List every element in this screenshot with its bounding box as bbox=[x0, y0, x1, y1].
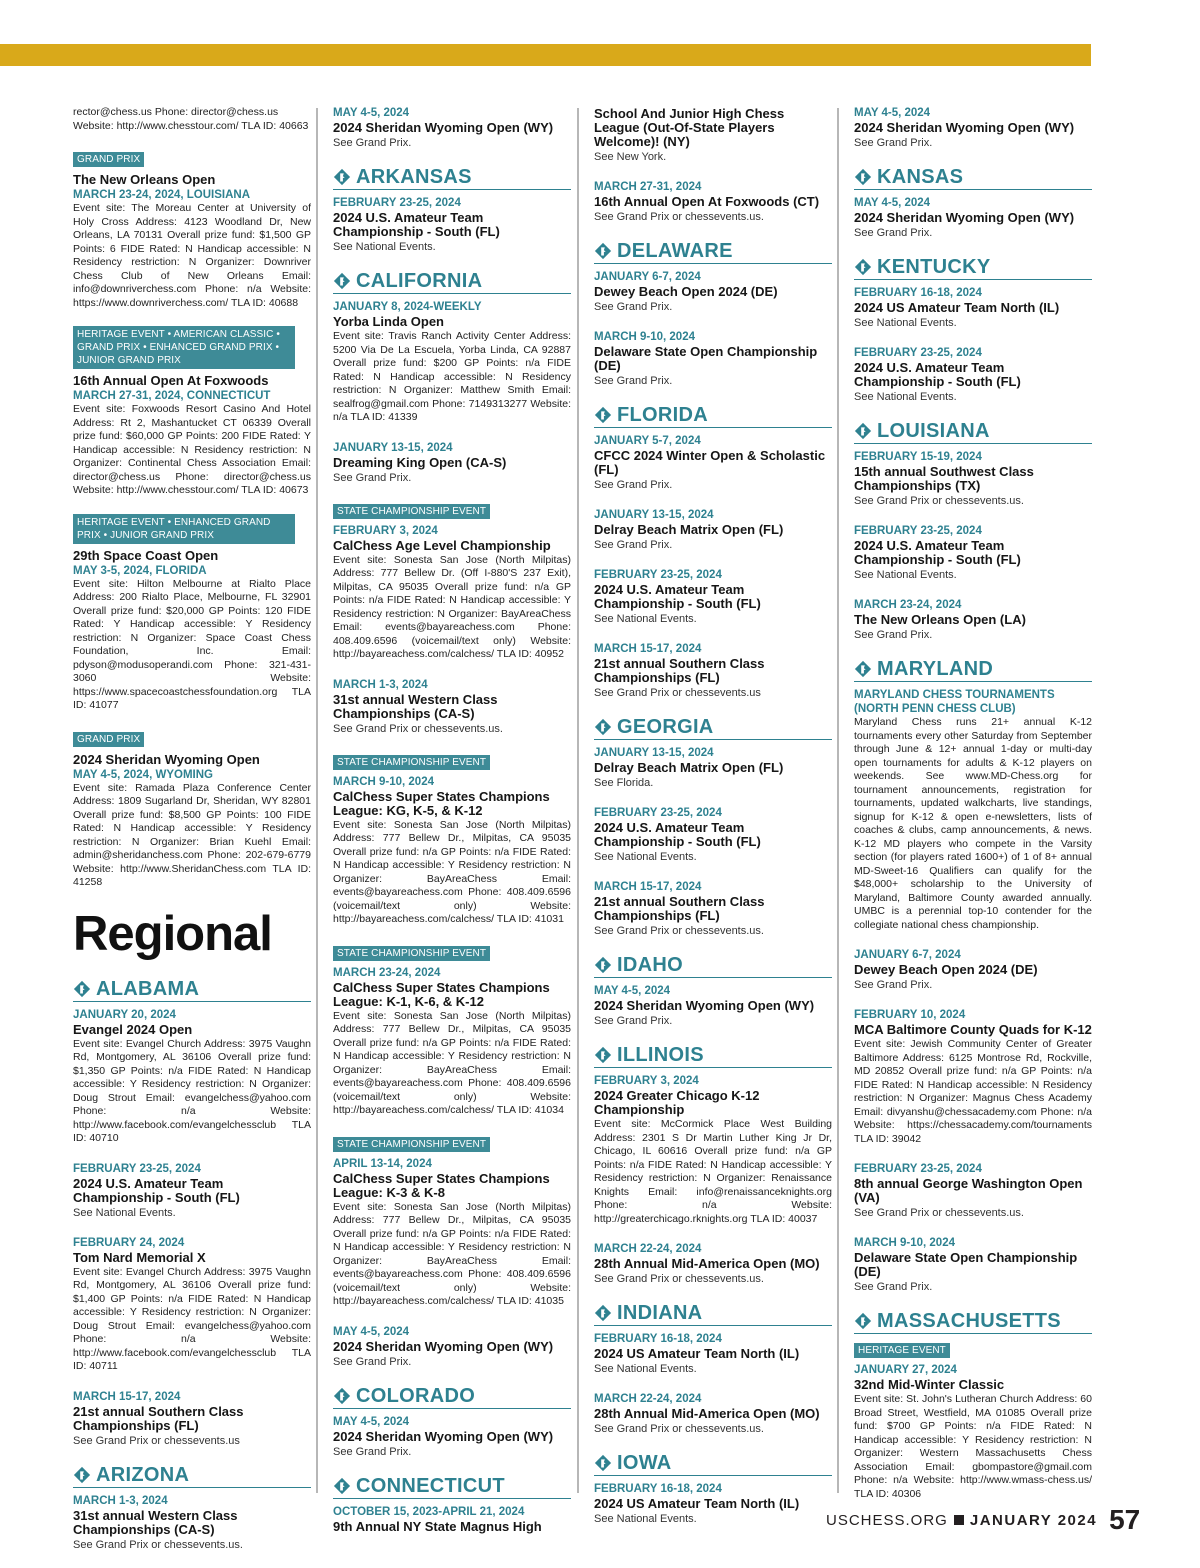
event-listing bbox=[73, 1236, 311, 1374]
event-title: 2024 US Amateur Team North (IL) bbox=[594, 1496, 800, 1511]
event-date: JANUARY 13-15, 2024 bbox=[594, 747, 714, 759]
event-date: FEBRUARY 23-25, 2024 bbox=[854, 347, 982, 359]
chess-diamond-icon bbox=[594, 956, 612, 974]
event-details: Event site: Evangel Church Address: 3975 Vaughn Rd, Montgomery, AL 36106 Overall prize fund: $1,400 GP Points: n/a FIDE Rated: N Handicap accessible: Y Residency restriction: N Organizer: Doug Strout Email: evangelchess@yahoo.com Phone: n/a Website: http://www.facebook.com/evangelchessclub TLA ID: 40711 bbox=[73, 1265, 311, 1372]
event-details: Event site: Hilton Melbourne at Rialto Place Address: 200 Rialto Place, Melbourne, FL 32901 Overall prize fund: $20,000 GP Points: 120 FIDE Rated: Y Handicap accessible: Y Residency restriction: N Organizer: Space Coast Chess Foundation, Inc. Email: pdyson@modusoperandi.com Phone: 321-431-3060 Website: https://www.spacecoastchessfoundation.org TLA ID: 41077 bbox=[73, 577, 311, 711]
state-heading bbox=[333, 166, 571, 190]
event-title: Dewey Beach Open 2024 (DE) bbox=[854, 962, 1038, 977]
event-title: Delray Beach Matrix Open (FL) bbox=[594, 522, 784, 537]
state-heading bbox=[73, 978, 311, 1002]
chess-diamond-icon bbox=[594, 718, 612, 736]
event-title: 2024 U.S. Amateur Team Championship - South (FL) bbox=[594, 820, 761, 849]
event-date: MARCH 9-10, 2024 bbox=[594, 331, 695, 343]
event-listing bbox=[594, 1074, 832, 1226]
event-listing bbox=[594, 107, 832, 164]
event-details: Maryland Chess runs 21+ annual K-12 tournaments every other Saturday from September through June & 12+ annual 1-day or multi-day open tournaments for adults & K-12 players on weekends. See www.MD-Chess.org for tournament announcements, registration for tournaments, updated walkcharts, live standings, signup for K-12 & open e-newsletters, lists of coaches & clubs, camp announcements, & news. K-12 MD players who compete in the Varsity section (for players rated 1600+) of 1 of 8+ annual MD-Sweet-16 Qualifiers can qualify for the $48,000+ scholarship to the University of Maryland, Baltimore County awarded annually. UMBC is a perennial top-10 contender for the collegiate national chess championship. bbox=[854, 716, 1092, 931]
event-listing bbox=[73, 1162, 311, 1220]
event-listing bbox=[854, 286, 1092, 330]
event-listing bbox=[854, 196, 1092, 240]
event-listing bbox=[73, 1494, 311, 1552]
column-4 bbox=[854, 106, 1092, 1517]
event-date: MARCH 22-24, 2024 bbox=[594, 1393, 702, 1405]
event-details: Event site: St. John's Lutheran Church Address: 60 Broad Street, Westfield, MA 01085 Overall prize fund: $700 GP Points: n/a FIDE Rated: N Handicap accessible: Y Residency restriction: N Organizer: Western Massachusetts Chess Association Email: gbompastore@gmail.com Phone: n/a Website: http://www.wmass-chess.us/ TLA ID: 40306 bbox=[854, 1393, 1092, 1500]
event-title: 21st annual Southern Class Championships (FL) bbox=[594, 656, 765, 685]
event-listing bbox=[594, 1392, 832, 1436]
event-listing bbox=[594, 880, 832, 938]
event-date: MARCH 15-17, 2024 bbox=[594, 881, 702, 893]
state-name: COLORADO bbox=[356, 1384, 476, 1407]
chess-diamond-icon bbox=[854, 660, 872, 678]
state-heading bbox=[594, 716, 832, 740]
event-title: 2024 U.S. Amateur Team Championship - South (FL) bbox=[854, 360, 1021, 389]
state-heading bbox=[854, 658, 1092, 682]
state-name: ARIZONA bbox=[96, 1463, 190, 1486]
event-note: See Grand Prix or chessevents.us. bbox=[854, 1207, 1024, 1219]
event-title: 2024 Greater Chicago K-12 Championship bbox=[594, 1088, 760, 1117]
state-heading bbox=[594, 240, 832, 264]
event-listing bbox=[594, 806, 832, 864]
event-listing bbox=[594, 1332, 832, 1376]
event-date: FEBRUARY 16-18, 2024 bbox=[854, 287, 982, 299]
event-date: MARCH 27-31, 2024 bbox=[594, 181, 702, 193]
event-listing bbox=[854, 106, 1092, 150]
event-listing bbox=[333, 441, 571, 485]
event-listing bbox=[333, 1325, 571, 1369]
event-date: MARCH 23-24, 2024 bbox=[333, 966, 441, 979]
event-listing bbox=[594, 330, 832, 388]
page-footer bbox=[826, 1500, 1146, 1540]
event-title: Evangel 2024 Open bbox=[73, 1021, 193, 1037]
event-date: APRIL 13-14, 2024 bbox=[333, 1157, 432, 1170]
event-title: 2024 Sheridan Wyoming Open (WY) bbox=[333, 1338, 554, 1354]
state-heading bbox=[854, 1310, 1092, 1334]
event-date: MAY 4-5, 2024 bbox=[333, 1325, 410, 1338]
event-date: FEBRUARY 23-25, 2024 bbox=[594, 807, 722, 819]
event-date: MARCH 1-3, 2024 bbox=[73, 1494, 168, 1507]
event-note: See New York. bbox=[594, 151, 667, 163]
event-note: See National Events. bbox=[854, 391, 957, 403]
event-title: 2024 Sheridan Wyoming Open (WY) bbox=[854, 120, 1075, 135]
column-2 bbox=[333, 106, 571, 1550]
event-date: JANUARY 13-15, 2024 bbox=[594, 509, 714, 521]
event-note: See Grand Prix or chessevents.us bbox=[73, 1434, 240, 1447]
event-date: MARCH 15-17, 2024 bbox=[594, 643, 702, 655]
event-title: 2024 U.S. Amateur Team Championship - South (FL) bbox=[333, 210, 500, 239]
event-note: See Grand Prix or chessevents.us. bbox=[594, 925, 764, 937]
event-details: Event site: Travis Ranch Activity Center Address: 5200 Via De La Escuela, Yorba Linda, CA 92887 Overall prize fund: $200 GP Points: n/a FIDE Rated: N Handicap accessible: N Residency restriction: N Organizer: Matthew Smith Email: sealfrog@gmail.com Phone: 7149313277 Website: n/a TLA ID: 41339 bbox=[333, 330, 571, 423]
column-divider bbox=[577, 108, 579, 1493]
event-date: MARCH 27-31, 2024, CONNECTICUT bbox=[73, 390, 271, 402]
event-title: 2024 U.S. Amateur Team Championship - South (FL) bbox=[73, 1175, 240, 1205]
event-date: FEBRUARY 16-18, 2024 bbox=[594, 1333, 722, 1345]
event-note: See Grand Prix or chessevents.us bbox=[594, 687, 761, 699]
event-title: 32nd Mid-Winter Classic bbox=[854, 1377, 1005, 1392]
state-heading bbox=[594, 1452, 832, 1476]
chess-diamond-icon bbox=[854, 258, 872, 276]
state-name: FLORIDA bbox=[617, 404, 708, 426]
state-name: DELAWARE bbox=[617, 240, 733, 262]
event-date: MARYLAND CHESS TOURNAMENTS (NORTH PENN CHESS CLUB) bbox=[854, 689, 1055, 715]
event-note: See National Events. bbox=[594, 613, 697, 625]
event-tag: STATE CHAMPIONSHIP EVENT bbox=[333, 946, 490, 961]
state-heading bbox=[594, 954, 832, 978]
event-listing bbox=[854, 948, 1092, 992]
event-tag: STATE CHAMPIONSHIP EVENT bbox=[333, 755, 490, 770]
event-listing bbox=[333, 678, 571, 736]
state-name: CALIFORNIA bbox=[356, 270, 483, 292]
event-note: See Grand Prix. bbox=[594, 1015, 673, 1027]
state-name: MASSACHUSETTS bbox=[877, 1310, 1061, 1332]
event-note: See Grand Prix or chessevents.us. bbox=[594, 1273, 764, 1285]
event-date: MARCH 22-24, 2024 bbox=[594, 1243, 702, 1255]
event-date: OCTOBER 15, 2023-APRIL 21, 2024 bbox=[333, 1505, 525, 1518]
event-date: FEBRUARY 15-19, 2024 bbox=[854, 451, 982, 463]
column-1 bbox=[73, 106, 311, 1568]
event-details: Event site: Jewish Community Center of Greater Baltimore Address: 6125 Montrose Rd, Rockville, MD 20852 Overall prize fund: n/a GP Points: n/a FIDE Rated: N Handicap accessible: N Residency restriction: N Organizer: Magnus Chess Academy Email: divyanshu@chessacademy.com Phone: n/a Website: https://chessacademy.com/tournaments TLA ID: 39042 bbox=[854, 1038, 1092, 1145]
event-date: MARCH 23-24, 2024 bbox=[854, 599, 962, 611]
event-listing bbox=[333, 752, 571, 927]
event-listing bbox=[854, 598, 1092, 642]
event-title: 2024 Sheridan Wyoming Open (WY) bbox=[333, 1428, 554, 1444]
event-listing bbox=[854, 1340, 1092, 1501]
event-listing bbox=[594, 984, 832, 1028]
state-name: IOWA bbox=[617, 1452, 672, 1474]
event-tag: HERITAGE EVENT bbox=[854, 1343, 950, 1358]
event-date: FEBRUARY 23-25, 2024 bbox=[854, 1163, 982, 1175]
event-title: CalChess Age Level Championship bbox=[333, 537, 551, 553]
event-tag: GRAND PRIX bbox=[73, 732, 144, 747]
event-title: CalChess Super States Champions League: K-3 & K-8 bbox=[333, 1170, 550, 1200]
event-title: 2024 Sheridan Wyoming Open bbox=[73, 751, 260, 767]
state-heading bbox=[854, 166, 1092, 190]
event-title: 21st annual Southern Class Championships (FL) bbox=[594, 894, 765, 923]
event-date: FEBRUARY 3, 2024 bbox=[333, 524, 438, 537]
event-date: MARCH 15-17, 2024 bbox=[73, 1390, 181, 1403]
event-listing bbox=[854, 1236, 1092, 1294]
event-listing bbox=[333, 300, 571, 425]
event-listing bbox=[333, 1415, 571, 1459]
section-heading: Regional bbox=[73, 906, 272, 961]
event-listing bbox=[73, 326, 311, 498]
event-note: See Grand Prix. bbox=[594, 375, 673, 387]
event-details: Event site: The Moreau Center at University of Holy Cross Address: 4123 Woodland Dr, New Orleans, LA 70131 Overall prize fund: $1,500 GP Points: 6 FIDE Rated: N Handicap accessible: N Residency restriction: N Organizer: Downriver Chess Club of New Orleans Email: info@downriverchess.com Phone: n/a Website: https://www.downriverchess.com/ TLA ID: 40688 bbox=[73, 202, 311, 309]
state-name: IDAHO bbox=[617, 954, 683, 976]
event-note: See Grand Prix. bbox=[594, 539, 673, 551]
state-name: LOUISIANA bbox=[877, 420, 990, 442]
event-note: See National Events. bbox=[594, 851, 697, 863]
event-listing bbox=[594, 568, 832, 626]
chess-diamond-icon bbox=[854, 168, 872, 186]
event-title: 2024 U.S. Amateur Team Championship - South (FL) bbox=[594, 582, 761, 611]
event-date: FEBRUARY 23-25, 2024 bbox=[333, 197, 461, 209]
event-listing bbox=[333, 1134, 571, 1309]
event-date: MAY 4-5, 2024 bbox=[594, 985, 671, 997]
chess-diamond-icon bbox=[73, 1466, 91, 1484]
event-listing bbox=[854, 1008, 1092, 1146]
event-note: See Grand Prix. bbox=[854, 137, 933, 149]
event-listing bbox=[333, 943, 571, 1118]
state-name: MARYLAND bbox=[877, 658, 994, 680]
state-name: ILLINOIS bbox=[617, 1044, 704, 1066]
chess-diamond-icon bbox=[73, 980, 91, 998]
event-details: Event site: Evangel Church Address: 3975 Vaughn Rd, Montgomery, AL 36106 Overall prize fund: $1,350 GP Points: n/a FIDE Rated: N Handicap accessible: Y Residency restriction: N Organizer: Doug Strout Email: evangelchess@yahoo.com Phone: n/a Website: http://www.facebook.com/evangelchessclub TLA ID: 40710 bbox=[73, 1037, 311, 1144]
chess-diamond-icon bbox=[333, 1477, 351, 1495]
event-listing bbox=[73, 106, 311, 133]
event-note: See Grand Prix or chessevents.us. bbox=[333, 722, 503, 735]
event-details: Event site: Sonesta San Jose (North Milpitas) Address: 777 Bellew Dr. (Off I-880'S 237 Exit), Milpitas, CA 95035 Overall prize fund: n/a GP Points: n/a FIDE Rated: N Handicap accessible: Y Residency restriction: N Organizer: BayAreaChess Email: events@bayareachess.com Phone: 408.409.6596 (voicemail/text only) Website: http://bayareachess.com/calchess/ TLA ID: 40952 bbox=[333, 553, 571, 660]
state-name: ALABAMA bbox=[96, 977, 200, 1000]
event-listing bbox=[73, 1390, 311, 1448]
event-details: Event site: Sonesta San Jose (North Milpitas) Address: 777 Bellew Dr., Milpitas, CA 95035 Overall prize fund: n/a GP Points: n/a FIDE Rated: N Handicap accessible: Y Residency restriction: N Organizer: BayAreaChess Email: events@bayareachess.com Phone: 408.409.6596 (voicemail/text only) Website: http://bayareachess.com/calchess/ TLA ID: 41034 bbox=[333, 1009, 571, 1116]
event-title: 2024 Sheridan Wyoming Open (WY) bbox=[333, 120, 554, 135]
event-title: 16th Annual Open At Foxwoods bbox=[73, 373, 269, 388]
state-name: CONNECTICUT bbox=[356, 1474, 505, 1497]
event-title: CalChess Super States Champions League: KG, K-5, & K-12 bbox=[333, 788, 550, 818]
event-note: See National Events. bbox=[333, 241, 436, 253]
event-title: Yorba Linda Open bbox=[333, 314, 444, 329]
chess-diamond-icon bbox=[854, 422, 872, 440]
event-note: See Grand Prix. bbox=[854, 227, 933, 239]
event-details: Event site: Foxwoods Resort Casino And Hotel Address: Rt 2, Mashantucket CT 06339 Overall prize fund: $60,000 GP Points: 200 FIDE Rated: Y Handicap accessible: N Residency restriction: N Organizer: Continental Chess Association Email: director@chess.us Phone: director@chess.us Website: http://www.chesstour.com/ TLA ID: 40673 bbox=[73, 403, 311, 496]
chess-diamond-icon bbox=[594, 242, 612, 260]
state-heading bbox=[594, 1044, 832, 1068]
event-listing bbox=[594, 180, 832, 224]
event-title: Delaware State Open Championship (DE) bbox=[854, 1250, 1078, 1279]
event-listing bbox=[594, 508, 832, 552]
event-tag: STATE CHAMPIONSHIP EVENT bbox=[333, 1137, 490, 1152]
event-listing bbox=[594, 642, 832, 700]
chess-diamond-icon bbox=[333, 168, 351, 186]
event-details: Event site: Sonesta San Jose (North Milpitas) Address: 777 Bellew Dr., Milpitas, CA 95035 Overall prize fund: n/a GP Points: n/a FIDE Rated: N Handicap accessible: Y Residency restriction: N Organizer: BayAreaChess Email: events@bayareachess.com Phone: 408.409.6596 (voicemail/text only) Website: http://bayareachess.com/calchess/ TLA ID: 41031 bbox=[333, 818, 571, 925]
event-title: 29th Space Coast Open bbox=[73, 547, 219, 563]
state-heading bbox=[333, 1385, 571, 1409]
event-note: See Grand Prix or chessevents.us. bbox=[854, 495, 1024, 507]
event-date: FEBRUARY 3, 2024 bbox=[594, 1075, 699, 1087]
event-listing bbox=[73, 1008, 311, 1146]
event-title: MCA Baltimore County Quads for K-12 bbox=[854, 1022, 1092, 1037]
event-note: See National Events. bbox=[594, 1363, 697, 1375]
event-note: See Grand Prix or chessevents.us. bbox=[594, 1423, 764, 1435]
event-note: See Grand Prix. bbox=[854, 629, 933, 641]
event-date: FEBRUARY 23-25, 2024 bbox=[594, 569, 722, 581]
chess-diamond-icon bbox=[594, 406, 612, 424]
event-note: See Grand Prix. bbox=[333, 1355, 412, 1368]
event-date: FEBRUARY 23-25, 2024 bbox=[854, 525, 982, 537]
event-title: 31st annual Western Class Championships (CA-S) bbox=[73, 1507, 238, 1537]
event-listing bbox=[854, 346, 1092, 404]
event-listing bbox=[594, 1242, 832, 1286]
event-title: 15th annual Southwest Class Championships (TX) bbox=[854, 464, 1034, 493]
event-details: rector@chess.us Phone: director@chess.us Website: http://www.chesstour.com/ TLA ID: 40663 bbox=[73, 106, 309, 132]
state-name: INDIANA bbox=[617, 1302, 703, 1324]
column-divider bbox=[316, 108, 318, 1493]
chess-diamond-icon bbox=[333, 1387, 351, 1405]
event-note: See Grand Prix. bbox=[333, 137, 412, 149]
event-title: Delray Beach Matrix Open (FL) bbox=[594, 760, 784, 775]
event-note: See Grand Prix. bbox=[854, 979, 933, 991]
state-heading bbox=[854, 420, 1092, 444]
event-note: See National Events. bbox=[73, 1206, 176, 1219]
event-note: See Grand Prix or chessevents.us. bbox=[594, 211, 764, 223]
state-name: GEORGIA bbox=[617, 716, 714, 738]
event-title: 21st annual Southern Class Championships (FL) bbox=[73, 1403, 244, 1433]
state-heading bbox=[73, 1464, 311, 1488]
state-heading bbox=[594, 404, 832, 428]
event-title: Dreaming King Open (CA-S) bbox=[333, 454, 507, 470]
event-title: 2024 US Amateur Team North (IL) bbox=[594, 1346, 800, 1361]
event-note: See National Events. bbox=[854, 317, 957, 329]
event-note: See Grand Prix. bbox=[333, 471, 412, 484]
event-title: 28th Annual Mid-America Open (MO) bbox=[594, 1256, 820, 1271]
event-listing bbox=[854, 1162, 1092, 1220]
event-note: See Grand Prix. bbox=[594, 301, 673, 313]
chess-diamond-icon bbox=[333, 272, 351, 290]
event-date: MAY 4-5, 2024 bbox=[854, 197, 931, 209]
event-date: JANUARY 6-7, 2024 bbox=[854, 949, 961, 961]
event-listing bbox=[594, 1482, 832, 1526]
state-name: ARKANSAS bbox=[356, 166, 472, 188]
event-date: MAY 4-5, 2024, WYOMING bbox=[73, 768, 213, 781]
event-date: FEBRUARY 23-25, 2024 bbox=[73, 1162, 201, 1175]
state-heading bbox=[594, 1302, 832, 1326]
event-date: JANUARY 6-7, 2024 bbox=[594, 271, 701, 283]
event-details: Event site: Ramada Plaza Conference Center Address: 1809 Sugarland Dr, Sheridan, WY 82801 Overall prize fund: $8,500 GP Points: 100 FIDE Rated: N Handicap accessible: Y Residency restriction: N Organizer: Brian Kuehl Email: admin@sheridanchess.com Phone: 202-679-6779 Website: http://www.SheridanChess.com TLA ID: 41258 bbox=[73, 781, 311, 888]
event-title: 2024 US Amateur Team North (IL) bbox=[854, 300, 1060, 315]
column-divider bbox=[837, 108, 839, 1493]
event-title: Dewey Beach Open 2024 (DE) bbox=[594, 284, 778, 299]
event-date: FEBRUARY 16-18, 2024 bbox=[594, 1483, 722, 1495]
event-title: The New Orleans Open bbox=[73, 172, 216, 187]
event-title: 2024 U.S. Amateur Team Championship - South (FL) bbox=[854, 538, 1021, 567]
event-title: Delaware State Open Championship (DE) bbox=[594, 344, 818, 373]
event-title: 9th Annual NY State Magnus High bbox=[333, 1518, 542, 1534]
event-listing bbox=[333, 1505, 571, 1534]
event-title: 2024 Sheridan Wyoming Open (WY) bbox=[594, 998, 815, 1013]
event-date: MARCH 9-10, 2024 bbox=[854, 1237, 955, 1249]
event-listing bbox=[594, 270, 832, 314]
chess-diamond-icon bbox=[594, 1304, 612, 1322]
event-listing bbox=[333, 196, 571, 254]
state-heading bbox=[333, 1475, 571, 1499]
event-note: See Grand Prix. bbox=[333, 1445, 412, 1458]
state-heading bbox=[333, 270, 571, 294]
event-tag: GRAND PRIX bbox=[73, 152, 144, 167]
event-note: See National Events. bbox=[594, 1513, 697, 1525]
event-date: MARCH 1-3, 2024 bbox=[333, 678, 428, 691]
column-3 bbox=[594, 106, 832, 1542]
event-listing bbox=[73, 149, 311, 310]
event-title: CalChess Super States Champions League: K-1, K-6, & K-12 bbox=[333, 979, 550, 1009]
state-heading bbox=[854, 256, 1092, 280]
event-details: Event site: McCormick Place West Building Address: 2301 S Dr Martin Luther King Jr Dr, Chicago, IL 60616 Overall prize fund: n/a GP Points: n/a FIDE Rated: N Handicap accessible: Y Residency restriction: N Organizer: Renaissance Knights Email: info@renaissanceknights.org Phone: n/a Website: http://greaterchicago.rknights.org TLA ID: 40037 bbox=[594, 1118, 832, 1225]
event-listing bbox=[73, 729, 311, 890]
issue-date: JANUARY 2024 bbox=[969, 1511, 1098, 1529]
event-tag: STATE CHAMPIONSHIP EVENT bbox=[333, 504, 490, 519]
publication-site: USCHESS.ORG bbox=[826, 1511, 948, 1529]
event-date: MAY 4-5, 2024 bbox=[333, 1415, 410, 1428]
event-date: JANUARY 5-7, 2024 bbox=[594, 435, 701, 447]
event-details: Event site: Sonesta San Jose (North Milpitas) Address: 777 Bellew Dr., Milpitas, CA 95035 Overall prize fund: n/a GP Points: n/a FIDE Rated: N Handicap accessible: Y Residency restriction: N Organizer: BayAreaChess Email: events@bayareachess.com Phone: 408.409.6596 (voicemail/text only) Website: http://bayareachess.com/calchess/ TLA ID: 41035 bbox=[333, 1200, 571, 1307]
event-date: JANUARY 27, 2024 bbox=[854, 1364, 957, 1376]
event-title: 31st annual Western Class Championships (CA-S) bbox=[333, 691, 498, 721]
event-listing bbox=[333, 106, 571, 150]
event-listing bbox=[333, 501, 571, 662]
event-note: See Grand Prix or chessevents.us. bbox=[73, 1538, 243, 1551]
event-date: FEBRUARY 24, 2024 bbox=[73, 1236, 185, 1249]
event-title: The New Orleans Open (LA) bbox=[854, 612, 1026, 627]
event-tag: HERITAGE EVENT • AMERICAN CLASSIC • GRAND PRIX • ENHANCED GRAND PRIX • JUNIOR GRAND PRIX bbox=[73, 326, 295, 369]
event-title: CFCC 2024 Winter Open & Scholastic (FL) bbox=[594, 448, 826, 477]
event-listing bbox=[594, 746, 832, 790]
event-date: FEBRUARY 10, 2024 bbox=[854, 1009, 966, 1021]
event-date: MAY 3-5, 2024, FLORIDA bbox=[73, 564, 207, 577]
square-bullet-icon bbox=[954, 1515, 964, 1525]
event-note: See Florida. bbox=[594, 777, 654, 789]
event-title: Tom Nard Memorial X bbox=[73, 1249, 206, 1265]
event-title: School And Junior High Chess League (Out-Of-State Players Welcome)! (NY) bbox=[594, 106, 785, 149]
event-title: 16th Annual Open At Foxwoods (CT) bbox=[594, 194, 820, 209]
event-title: 8th annual George Washington Open (VA) bbox=[854, 1176, 1083, 1205]
event-date: JANUARY 13-15, 2024 bbox=[333, 441, 453, 454]
event-listing bbox=[854, 688, 1092, 932]
event-listing bbox=[73, 514, 311, 713]
event-listing bbox=[594, 434, 832, 492]
event-listing bbox=[854, 450, 1092, 508]
event-note: See Grand Prix. bbox=[854, 1281, 933, 1293]
state-name: KANSAS bbox=[877, 166, 964, 188]
top-color-bar bbox=[0, 44, 1091, 66]
event-date: MAY 4-5, 2024 bbox=[333, 107, 410, 119]
state-name: KENTUCKY bbox=[877, 256, 991, 278]
event-date: MARCH 23-24, 2024, LOUISIANA bbox=[73, 189, 251, 201]
event-note: See National Events. bbox=[854, 569, 957, 581]
event-date: MAY 4-5, 2024 bbox=[854, 107, 931, 119]
event-date: JANUARY 8, 2024-WEEKLY bbox=[333, 301, 482, 313]
chess-diamond-icon bbox=[594, 1046, 612, 1064]
event-listing bbox=[854, 524, 1092, 582]
page-number: 57 bbox=[1109, 1504, 1141, 1535]
chess-diamond-icon bbox=[594, 1454, 612, 1472]
event-date: MARCH 9-10, 2024 bbox=[333, 775, 434, 788]
event-title: 28th Annual Mid-America Open (MO) bbox=[594, 1406, 820, 1421]
event-date: JANUARY 20, 2024 bbox=[73, 1008, 176, 1021]
event-title: 2024 Sheridan Wyoming Open (WY) bbox=[854, 210, 1075, 225]
chess-diamond-icon bbox=[854, 1312, 872, 1330]
event-note: See Grand Prix. bbox=[594, 479, 673, 491]
event-tag: HERITAGE EVENT • ENHANCED GRAND PRIX • JUNIOR GRAND PRIX bbox=[73, 514, 295, 544]
